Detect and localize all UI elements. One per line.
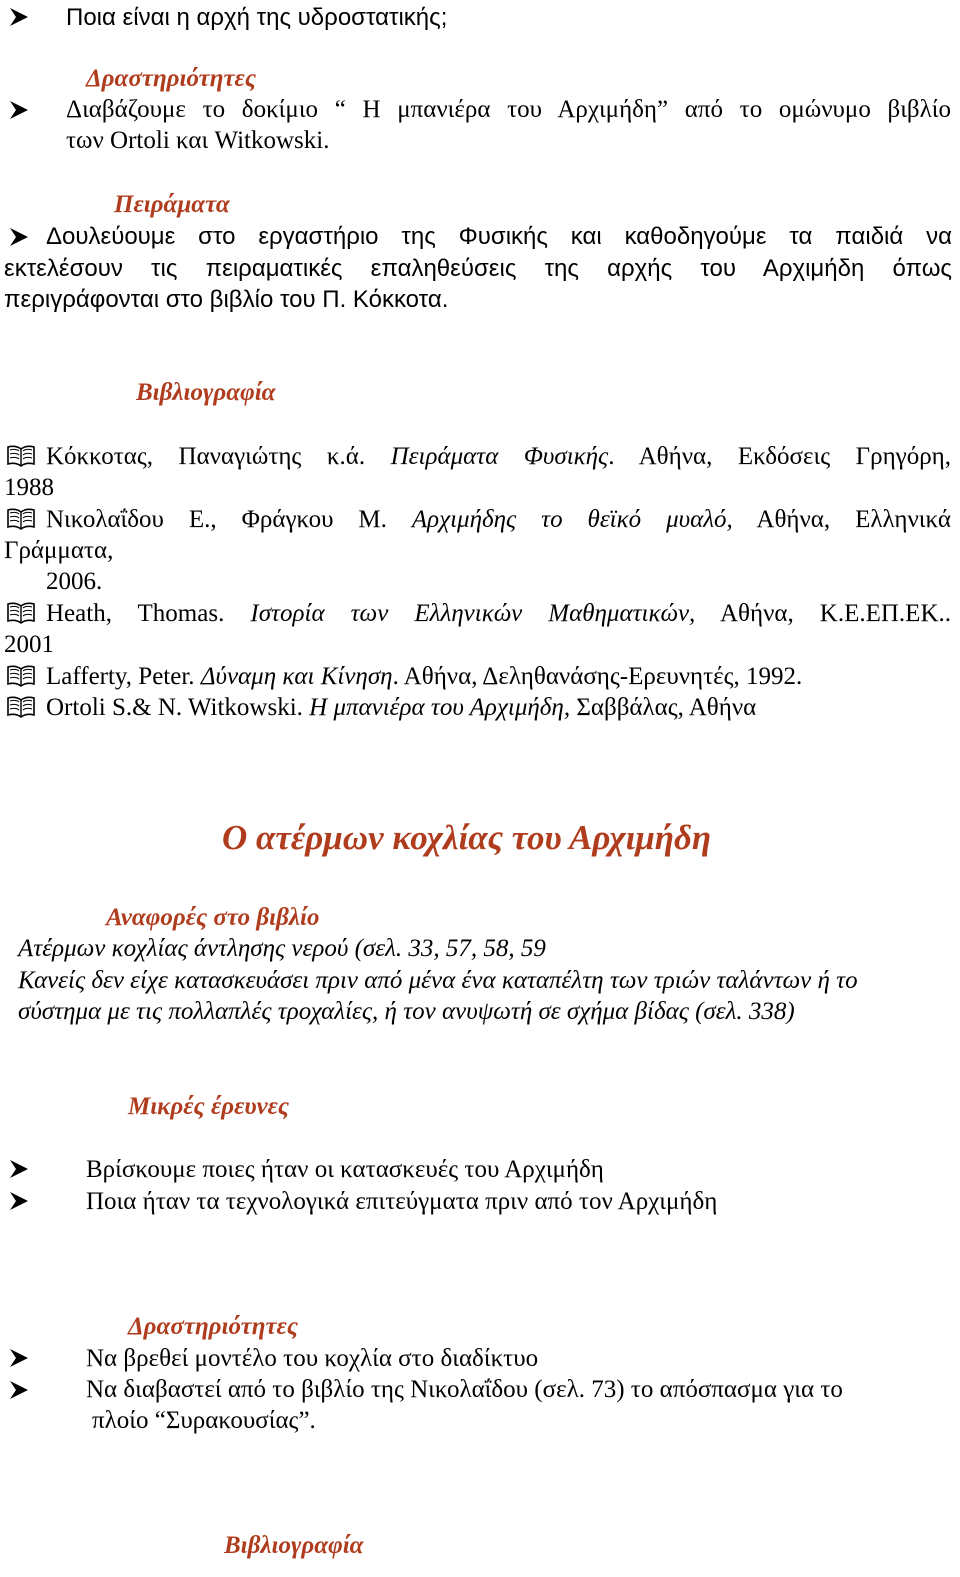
arrowhead-bullet-icon [8,1379,30,1401]
arrowhead-bullet-icon [8,99,30,121]
reference-5-publisher: Σαββάλας, Αθήνα [570,694,757,721]
research-item-1: Βρίσκουμε ποιες ήταν οι κατασκευές του Αρχιμήδη [86,1156,604,1183]
reference-3-publisher: Αθήνα, Κ.Ε.ΕΠ.ΕΚ.. [695,600,951,627]
question-text: Ποια είναι η αρχή της υδροστατικής; [66,4,448,31]
section-title: Ο ατέρμων κοχλίας του Αρχιμήδη [222,818,712,857]
open-book-icon [6,695,36,719]
heading-activities: Δραστηριότητες [86,65,256,92]
arrowhead-bullet-icon [8,6,30,28]
book-reference-line3: σύστημα με τις πολλαπλές τροχαλίες, ή τον ανυψωτή σε σχήμα βίδας (σελ. 338) [18,998,795,1025]
experiment-text-line3: περιγράφονται στο βιβλίο του Π. Κόκκοτα. [4,286,449,313]
heading-small-research: Μικρές έρευνες [128,1093,290,1120]
heading-book-references: Αναφορές στο βιβλίο [106,904,320,931]
heading-bibliography: Βιβλιογραφία [136,379,276,406]
reference-1-author: Κόκκοτας, Παναγιώτης κ.ά. [46,443,391,470]
reference-2-author: Νικολαΐδου Ε., Φράγκου Μ. [46,506,412,533]
experiment-text-line2: εκτελέσουν τις πειραματικές επαληθεύσεις της αρχής του Αρχιμήδη όπως [4,255,952,282]
book-reference-line2: Κανείς δεν είχε κατασκευάσει πριν από μένα ένα καταπέλτη των τριών ταλάντων ή το [18,967,858,994]
arrowhead-bullet-icon [8,1347,30,1369]
activity-text-line2: των Ortoli και Witkowski. [66,127,330,154]
reference-3-title: Ιστορία των Ελληνικών Μαθηματικών, [250,600,696,627]
reference-2-title: Αρχιμήδης το θεϊκό μυαλό, [411,506,733,533]
reference-4-publisher: . Αθήνα, Δεληθανάσης-Ερευνητές, 1992. [392,663,803,690]
heading-activities-2: Δραστηριότητες [128,1313,298,1340]
activity-item-2-line2: πλοίο “Συρακουσίας”. [92,1407,316,1434]
open-book-icon [6,507,36,531]
arrowhead-bullet-icon [8,226,30,248]
research-item-2: Ποια ήταν τα τεχνολογικά επιτεύγματα πριν από τον Αρχιμήδη [86,1188,718,1215]
reference-3-year: 2001 [4,631,54,658]
open-book-icon [6,601,36,625]
reference-2-line2: Γράμματα, [4,537,114,564]
reference-1-year: 1988 [4,474,54,501]
heading-bibliography-2: Βιβλιογραφία [224,1532,364,1559]
reference-3-author: Heath, Thomas. [46,600,251,627]
open-book-icon [6,664,36,688]
reference-4-author: Lafferty, Peter. [46,663,201,690]
activity-item-2-line1: Να διαβαστεί από το βιβλίο της Νικολαΐδου (σελ. 73) το απόσπασμα για το [86,1376,843,1403]
reference-2-year: 2006. [46,568,103,595]
activity-item-1: Να βρεθεί μοντέλο του κοχλία στο διαδίκτυο [86,1345,539,1372]
reference-5-title: Η μπανιέρα του Αρχιμήδη, [309,694,571,721]
arrowhead-bullet-icon [8,1190,30,1212]
heading-experiments: Πειράματα [114,191,230,218]
activity-text-line1: Διαβάζουμε το δοκίμιο “ Η μπανιέρα του Αρχιμήδη” από το ομώνυμο βιβλίο [66,96,951,123]
reference-3 [46,598,951,629]
open-book-icon [6,444,36,468]
reference-4 [46,661,802,692]
reference-1-publisher: . Αθήνα, Εκδόσεις Γρηγόρη, [608,443,951,470]
reference-1 [46,441,951,472]
reference-2-publisher: Αθήνα, Ελληνικά [732,506,951,533]
reference-5 [46,692,756,723]
arrowhead-bullet-icon [8,1158,30,1180]
reference-2 [46,504,951,535]
reference-1-title: Πειράματα Φυσικής [390,443,609,470]
book-reference-line1: Ατέρμων κοχλίας άντλησης νερού (σελ. 33, 57, 58, 59 [18,935,546,962]
experiment-text-line1: Δουλεύουμε στο εργαστήριο της Φυσικής και καθοδηγούμε τα παιδιά να [46,223,952,250]
reference-5-author: Ortoli S.& N. Witkowski. [46,694,310,721]
reference-4-title: Δύναμη και Κίνηση [200,663,393,690]
